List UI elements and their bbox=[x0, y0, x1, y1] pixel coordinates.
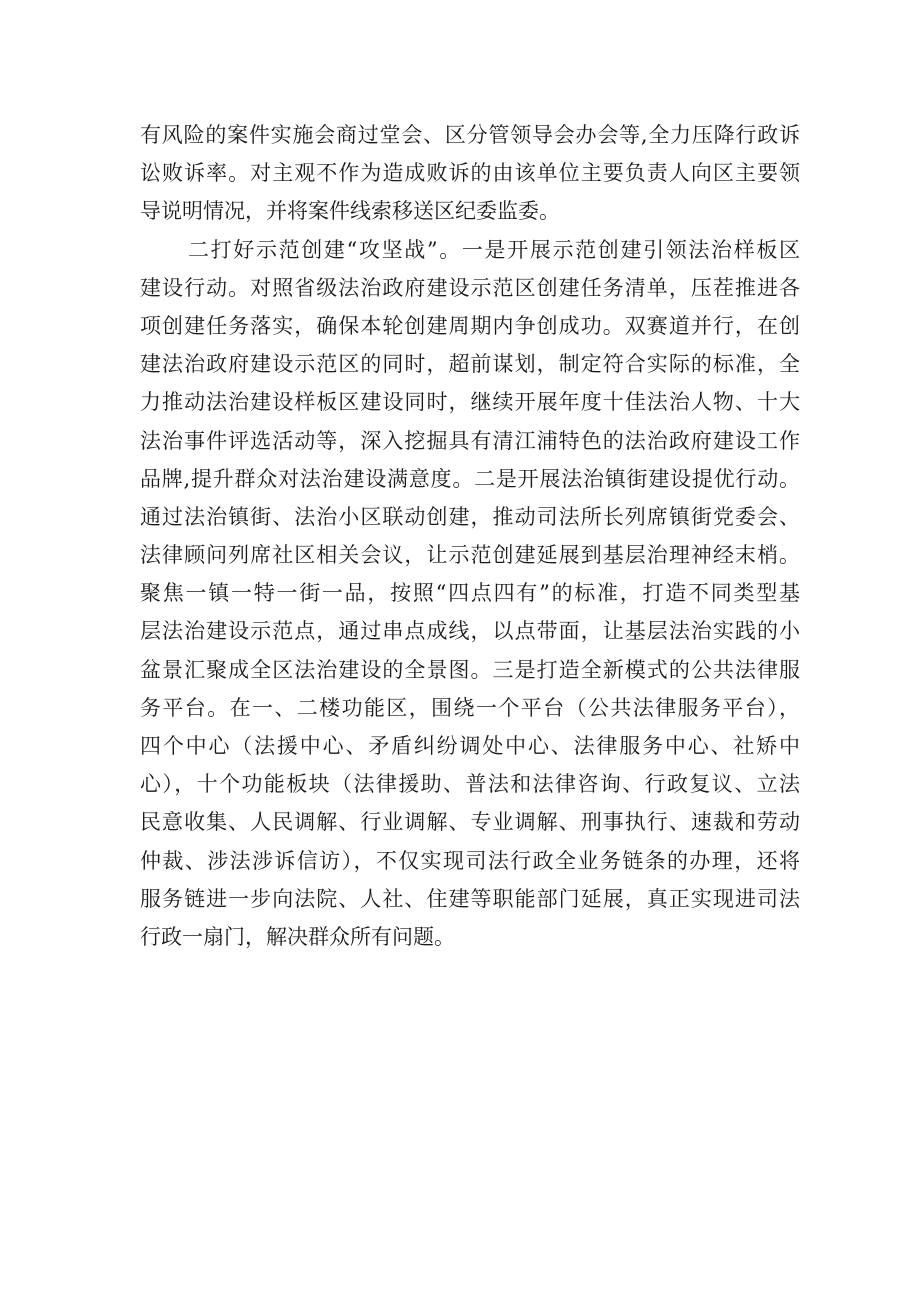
text-line: 四个中心（法援中心、矛盾纠纷调处中心、法律服务中心、社矫中 bbox=[140, 734, 800, 758]
text-line: 聚焦一镇一特一街一品，按照“四点四有”的标准，打造不同类型基 bbox=[140, 581, 800, 606]
text-line: 通过法治镇街、法治小区联动创建，推动司法所长列席镇街党委会、 bbox=[140, 504, 800, 529]
body-text bbox=[140, 116, 800, 956]
text-line: 民意收集、人民调解、行业调解、专业调解、刑事执行、速裁和劳动 bbox=[140, 810, 800, 835]
text-line: 服务链进一步向法院、人社、住建等职能部门延展，真正实现进司法 bbox=[140, 886, 800, 911]
text-line: 行政一扇门，解决群众所有问题。 bbox=[140, 924, 455, 949]
text-line: 法律顾问列席社区相关会议，让示范创建延展到基层治理神经末梢。 bbox=[140, 543, 800, 568]
text-line: 层法治建设示范点，通过串点成线，以点带面，让基层法治实践的小 bbox=[140, 619, 800, 644]
text-line: 法治事件评选活动等，深入挖掘具有清江浦特色的法治政府建设工作 bbox=[140, 428, 800, 453]
text-line: 心），十个功能板块（法律援助、普法和法律咨询、行政复议、立法 bbox=[140, 772, 800, 797]
text-line: 力推动法治建设样板区建设同时，继续开展年度十佳法治人物、十大 bbox=[140, 390, 800, 415]
text-line: 导说明情况，并将案件线索移送区纪委监委。 bbox=[140, 199, 560, 224]
text-line: 务平台。在一、二楼功能区，围绕一个平台（公共法律服务平台）， bbox=[140, 695, 800, 720]
text-line: 品牌,提升群众对法治建设满意度。二是开展法治镇街建设提优行动。 bbox=[140, 466, 800, 491]
text-line: 仲裁、涉法涉诉信访），不仅实现司法行政全业务链条的办理，还将 bbox=[140, 848, 800, 873]
text-line: 有风险的案件实施会商过堂会、区分管领导会办会等,全力压降行政诉 bbox=[140, 123, 800, 147]
paragraph-start-line: 二打好示范创建“攻坚战”。一是开展示范创建引领法治样板区 bbox=[188, 237, 800, 262]
text-line: 建设行动。对照省级法治政府建设示范区创建任务清单，压茬推进各 bbox=[140, 275, 800, 300]
text-line: 盆景汇聚成全区法治建设的全景图。三是打造全新模式的公共法律服 bbox=[140, 657, 800, 682]
text-line: 项创建任务落实，确保本轮创建周期内争创成功。双赛道并行，在创 bbox=[140, 313, 800, 338]
text-line: 建法治政府建设示范区的同时，超前谋划，制定符合实际的标准，全 bbox=[140, 352, 800, 377]
text-line: 讼败诉率。对主观不作为造成败诉的由该单位主要负责人向区主要领 bbox=[140, 161, 800, 186]
